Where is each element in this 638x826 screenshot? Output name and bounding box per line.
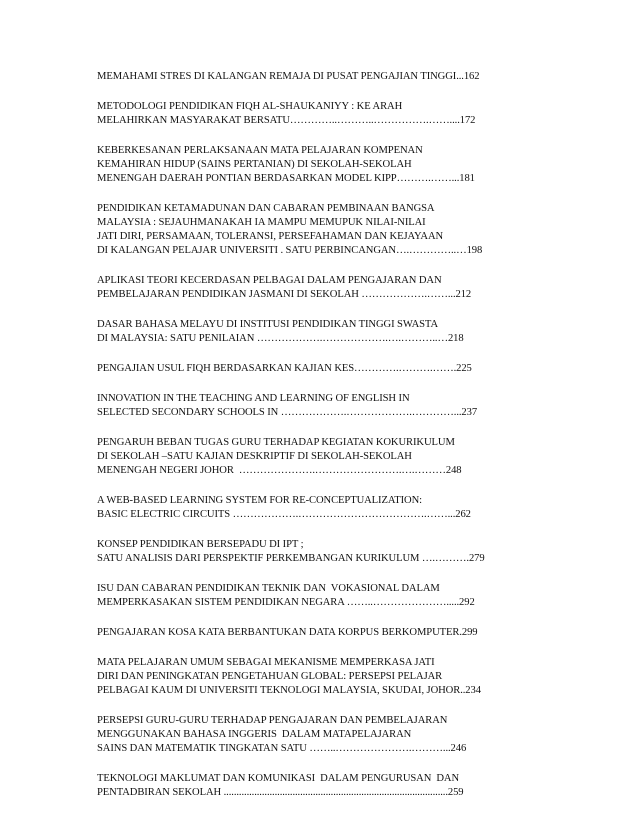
toc-entry — [97, 656, 542, 698]
toc-entry-line: KONSEP PENDIDIKAN BERSEPADU DI IPT ; — [97, 539, 304, 550]
toc-entry-line: KEMAHIRAN HIDUP (SAINS PERTANIAN) DI SEKOLAH-SEKOLAH — [97, 159, 412, 170]
toc-entry — [97, 392, 542, 420]
toc-entry — [97, 494, 542, 522]
toc-entry-line: PENGARUH BEBAN TUGAS GURU TERHADAP KEGIATAN KOKURIKULUM — [97, 437, 455, 448]
toc-entry — [97, 714, 542, 756]
toc-entry-line: METODOLOGI PENDIDIKAN FIQH AL-SHAUKANIYY : KE ARAH — [97, 101, 403, 112]
toc-entry — [97, 274, 542, 302]
toc-entry-line: APLIKASI TEORI KECERDASAN PELBAGAI DALAM PENGAJARAN DAN — [97, 275, 442, 286]
toc-entry-line: PENGAJIAN USUL FIQH BERDASARKAN KAJIAN KES………….……….…….225 — [97, 363, 472, 374]
toc-entry-line: MALAYSIA : SEJAUHMANAKAH IA MAMPU MEMUPUK NILAI-NILAI — [97, 217, 426, 228]
toc-entry — [97, 100, 542, 128]
toc-entry-line: PENDIDIKAN KETAMADUNAN DAN CABARAN PEMBINAAN BANGSA — [97, 203, 435, 214]
toc-entry — [97, 362, 542, 376]
table-of-contents — [97, 70, 542, 816]
toc-entry-line: PENTADBIRAN SEKOLAH ........................................................................................259 — [97, 787, 464, 798]
toc-entry — [97, 144, 542, 186]
toc-entry — [97, 436, 542, 478]
toc-entry — [97, 582, 542, 610]
toc-entry-line: MENGGUNAKAN BAHASA INGGERIS DALAM MATAPELAJARAN — [97, 729, 412, 740]
toc-entry-line: ISU DAN CABARAN PENDIDIKAN TEKNIK DAN VOKASIONAL DALAM — [97, 583, 440, 594]
toc-entry-line: DI KALANGAN PELAJAR UNIVERSITI . SATU PERBINCANGAN….…………..…198 — [97, 245, 483, 256]
toc-entry — [97, 70, 542, 84]
toc-entry-line: SELECTED SECONDARY SCHOOLS IN ……………….……………….…………...237 — [97, 407, 478, 418]
toc-entry-line: MELAHIRKAN MASYARAKAT BERSATU…………..………..…………….……....172 — [97, 115, 476, 126]
toc-entry-line: MENENGAH NEGERI JOHOR ………………….…………………….….………248 — [97, 465, 462, 476]
toc-entry-line: DASAR BAHASA MELAYU DI INSTITUSI PENDIDIKAN TINGGI SWASTA — [97, 319, 438, 330]
toc-entry — [97, 626, 542, 640]
toc-entry-line: TEKNOLOGI MAKLUMAT DAN KOMUNIKASI DALAM PENGURUSAN DAN — [97, 773, 460, 784]
toc-entry-line: MATA PELAJARAN UMUM SEBAGAI MEKANISME MEMPERKASA JATI — [97, 657, 435, 668]
toc-entry — [97, 318, 542, 346]
toc-entry-line: MEMPERKASAKAN SISTEM PENDIDIKAN NEGARA ……..………………….....292 — [97, 597, 475, 608]
toc-entry-line: MEMAHAMI STRES DI KALANGAN REMAJA DI PUSAT PENGAJIAN TINGGI...162 — [97, 71, 480, 82]
toc-entry-line: SATU ANALISIS DARI PERSPEKTIF PERKEMBANGAN KURIKULUM ….……….279 — [97, 553, 485, 564]
toc-entry-line: PEMBELAJARAN PENDIDIKAN JASMANI DI SEKOLAH ……………….……...212 — [97, 289, 472, 300]
toc-entry-line: KEBERKESANAN PERLAKSANAAN MATA PELAJARAN KOMPENAN — [97, 145, 423, 156]
toc-entry-line: PERSEPSI GURU-GURU TERHADAP PENGAJARAN DAN PEMBELAJARAN — [97, 715, 448, 726]
toc-entry-line: PELBAGAI KAUM DI UNIVERSITI TEKNOLOGI MALAYSIA, SKUDAI, JOHOR..234 — [97, 685, 481, 696]
toc-entry-line: A WEB-BASED LEARNING SYSTEM FOR RE-CONCEPTUALIZATION: — [97, 495, 422, 506]
toc-entry — [97, 202, 542, 258]
toc-entry-line: SAINS DAN MATEMATIK TINGKATAN SATU ……..………………….………...246 — [97, 743, 467, 754]
toc-entry-line: DIRI DAN PENINGKATAN PENGETAHUAN GLOBAL: PERSEPSI PELAJAR — [97, 671, 443, 682]
toc-entry-line: INNOVATION IN THE TEACHING AND LEARNING OF ENGLISH IN — [97, 393, 410, 404]
toc-entry-line: JATI DIRI, PERSAMAAN, TOLERANSI, PERSEFAHAMAN DAN KEJAYAAN — [97, 231, 444, 242]
toc-entry-line: DI MALAYSIA: SATU PENILAIAN ……………….……………….….………..…218 — [97, 333, 464, 344]
toc-entry-line: DI SEKOLAH –SATU KAJIAN DESKRIPTIF DI SEKOLAH-SEKOLAH — [97, 451, 412, 462]
toc-entry — [97, 772, 542, 800]
toc-entry-line: PENGAJARAN KOSA KATA BERBANTUKAN DATA KORPUS BERKOMPUTER.299 — [97, 627, 478, 638]
toc-entry-line: MENENGAH DAERAH PONTIAN BERDASARKAN MODEL KIPP……….……...181 — [97, 173, 475, 184]
toc-entry — [97, 538, 542, 566]
toc-entry-line: BASIC ELECTRIC CIRCUITS ……………….……………………………….……...262 — [97, 509, 471, 520]
